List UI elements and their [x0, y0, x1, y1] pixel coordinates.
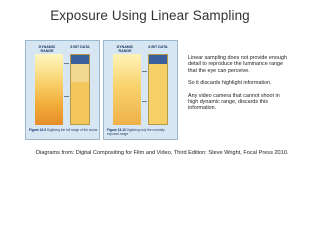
figure-header-8-bit-data: 8 BIT DATA: [70, 45, 90, 49]
note-paragraph: Any video camera that cannot shoot in high dynamic range, discards this information.: [188, 92, 280, 112]
figure-full-range: [25, 40, 100, 140]
luminance-gradient-strip: [35, 54, 63, 125]
figure-caption-label: Figure 13-9: [29, 128, 47, 132]
note-paragraph: Linear sampling does not provide enough detail to reproduce the luminance range that the eye can perceive.: [188, 55, 287, 74]
luminance-gradient-strip: [113, 54, 141, 125]
figure-caption: [29, 129, 98, 133]
data-bar-fill: [71, 82, 89, 124]
figure-header-dynamic-range: DYNAMIC RANGE: [116, 45, 134, 53]
eight-bit-data-bar: [148, 54, 168, 125]
data-bar-cap: [149, 55, 167, 64]
range-tick: [64, 96, 69, 97]
range-tick: [142, 71, 147, 72]
eight-bit-data-bar: [70, 54, 90, 125]
explanation-notes: [188, 55, 288, 118]
diagram-credit: Diagrams from: Digital Compositing for Film and Video, Third Edition: Steve Wright, Focal Press 2010.: [36, 150, 289, 156]
figure-caption-text: Digitizing the full range of the scene: [46, 128, 98, 132]
slide-title: Exposure Using Linear Sampling: [50, 8, 250, 23]
figure-normal-range: [103, 40, 178, 140]
note-paragraph: So it discards highlight information.: [188, 80, 272, 87]
figure-header-8-bit-data: 8 BIT DATA: [148, 45, 168, 49]
data-bar-cap: [71, 55, 89, 64]
figure-caption-label: Figure 13-10: [107, 128, 126, 132]
range-tick: [142, 101, 147, 102]
range-tick: [64, 63, 69, 64]
figure-header-dynamic-range: DYNAMIC RANGE: [38, 45, 56, 53]
data-bar-fill: [149, 64, 167, 124]
figure-caption-text: Digitizing only the normally exposed range: [107, 128, 165, 136]
figure-caption: [107, 129, 176, 136]
